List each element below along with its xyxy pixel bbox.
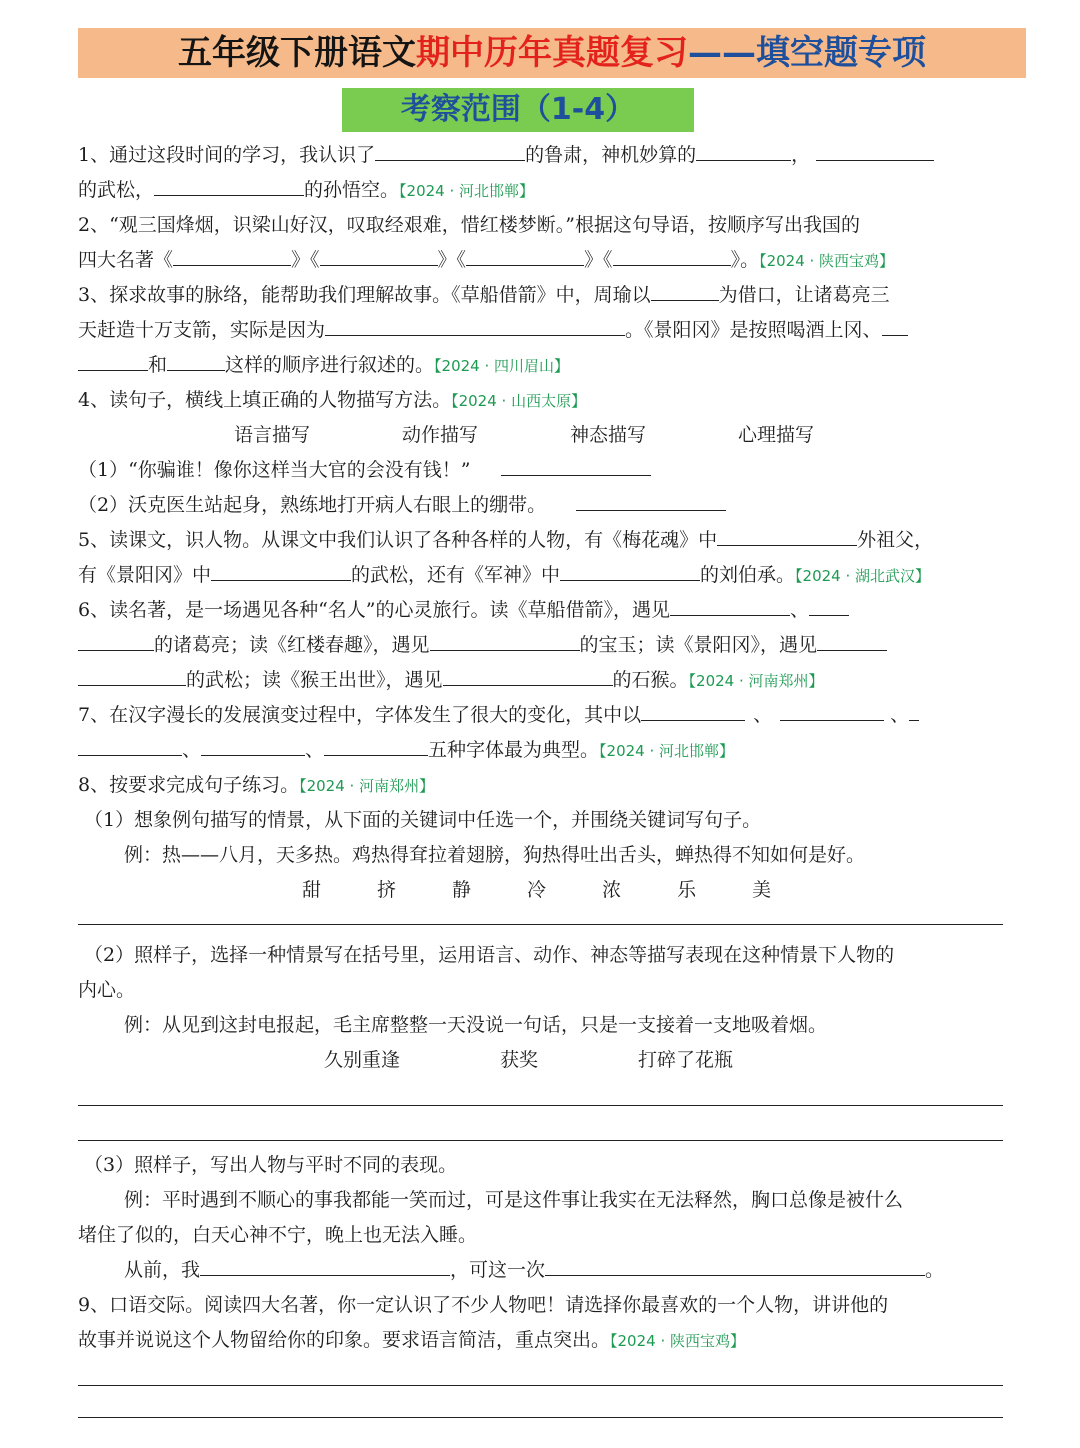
answer-blank[interactable] — [817, 628, 887, 651]
question-8-title: 8、按要求完成句子练习。【2024 · 河南郑州】 — [78, 774, 435, 796]
answer-blank[interactable] — [78, 733, 182, 756]
keyword: 浓 — [602, 879, 622, 901]
keyword: 乐 — [677, 879, 697, 901]
answer-blank[interactable] — [154, 173, 304, 196]
answer-blank[interactable] — [641, 698, 745, 721]
source-tag: 【2024 · 河北邯郸】 — [599, 742, 735, 760]
question-4-options — [78, 418, 1003, 453]
keyword: 静 — [452, 879, 472, 901]
question-8-part-1: （1）想象例句描写的情景，从下面的关键词中任选一个，并围绕关键词写句子。 — [84, 809, 762, 831]
answer-blank[interactable] — [78, 663, 186, 686]
question-2-line-2: 四大名著《 》《 》《 》《 》。【2024 · 陕西宝鸡】 — [78, 243, 1003, 278]
answer-blank[interactable] — [909, 698, 919, 721]
page-title — [78, 28, 1026, 78]
answer-blank[interactable] — [780, 698, 884, 721]
answer-blank[interactable] — [173, 243, 291, 266]
answer-blank[interactable] — [613, 243, 731, 266]
question-6-line-1: 6、读名著，是一场遇见各种“名人”的心灵旅行。读《草船借箭》，遇见 、 — [78, 593, 1003, 628]
question-9-line-2: 故事并说说这个人物留给你的印象。要求语言简洁，重点突出。【2024 · 陕西宝鸡】 — [78, 1329, 745, 1351]
answer-blank[interactable] — [545, 1253, 925, 1276]
title-type-text: ——填空题专项 — [688, 33, 926, 73]
question-8-part-2-line-1: （2）照样子，选择一种情景写在括号里，运用语言、动作、神态等描写表现在这种情景下人物的 — [84, 944, 895, 966]
question-3-line-3: 和 这样的顺序进行叙述的。【2024 · 四川眉山】 — [78, 348, 1003, 383]
answer-blank[interactable] — [816, 138, 934, 161]
question-8-part-3: （3）照样子，写出人物与平时不同的表现。 — [84, 1154, 458, 1176]
answer-blank[interactable] — [717, 523, 857, 546]
question-6-line-2: 的诸葛亮；读《红楼春趣》，遇见 的宝玉；读《景阳冈》，遇见 — [78, 628, 1003, 663]
situation-option: 久别重逢 — [324, 1049, 401, 1071]
question-1-line-1: 1、通过这段时间的学习，我认识了 的鲁肃，神机妙算的 ， — [78, 138, 1003, 173]
answer-blank[interactable] — [882, 313, 908, 336]
answer-blank[interactable] — [78, 348, 148, 371]
scope-banner: 考察范围（1-4） — [342, 88, 694, 132]
worksheet-content — [78, 138, 1003, 1418]
question-4-sentence-1: （1）“你骗谁！像你这样当大官的会没有钱！” — [78, 453, 1003, 488]
option-expression: 神态描写 — [570, 424, 647, 446]
question-5-line-2: 有《景阳冈》中 的武松，还有《军神》中 的刘伯承。【2024 · 湖北武汉】 — [78, 558, 1003, 593]
question-8-part-3-answer: 从前，我 ，可这一次 。 — [78, 1253, 1003, 1288]
question-8-part-1-example: 例：热——八月，天多热。鸡热得耷拉着翅膀，狗热得吐出舌头，蝉热得不知如何是好。 — [124, 844, 866, 866]
question-8-part-3-example-1: 例：平时遇到不顺心的事我都能一笑而过，可是这件事让我实在无法释然，胸口总像是被什么 — [124, 1189, 904, 1211]
question-3-line-1: 3、探求故事的脉络，能帮助我们理解故事。《草船借箭》中，周瑜以 为借口，让诸葛亮三 — [78, 278, 1003, 313]
answer-blank[interactable] — [211, 558, 351, 581]
source-tag: 【2024 · 四川眉山】 — [434, 357, 570, 375]
question-9-line-1: 9、口语交际。阅读四大名著，你一定认识了不少人物吧！请选择你最喜欢的一个人物，讲讲他的 — [78, 1294, 889, 1316]
source-tag: 【2024 · 河南郑州】 — [688, 672, 824, 690]
situation-option: 打碎了花瓶 — [638, 1049, 734, 1071]
question-8-situations — [78, 1043, 1003, 1078]
question-2-line-1: 2、“观三国烽烟，识梁山好汉，叹取经艰难，惜红楼梦断。”根据这句导语，按顺序写出我国的 — [78, 214, 861, 236]
answer-blank[interactable] — [466, 243, 584, 266]
option-psychology: 心理描写 — [738, 424, 815, 446]
question-1-line-2: 的武松， 的孙悟空。【2024 · 河北邯郸】 — [78, 173, 1003, 208]
source-tag: 【2024 · 陕西宝鸡】 — [610, 1332, 745, 1350]
answer-blank[interactable] — [78, 628, 154, 651]
answer-blank[interactable] — [576, 488, 726, 511]
question-4-line-1: 4、读句子，横线上填正确的人物描写方法。【2024 · 山西太原】 — [78, 389, 587, 411]
answer-blank[interactable] — [443, 663, 613, 686]
source-tag: 【2024 · 河北邯郸】 — [399, 182, 535, 200]
answer-blank[interactable] — [325, 313, 625, 336]
keyword: 甜 — [302, 879, 322, 901]
answer-line[interactable] — [78, 1417, 1003, 1418]
answer-blank[interactable] — [501, 453, 651, 476]
question-8-part-3-example-2: 堵住了似的，白天心神不宁，晚上也无法入睡。 — [78, 1224, 478, 1246]
answer-blank[interactable] — [201, 733, 305, 756]
source-tag: 【2024 · 湖北武汉】 — [795, 567, 931, 585]
answer-blank[interactable] — [430, 628, 580, 651]
source-tag: 【2024 · 陕西宝鸡】 — [759, 252, 895, 270]
answer-blank[interactable] — [320, 243, 438, 266]
source-tag: 【2024 · 山西太原】 — [451, 392, 587, 410]
title-grade-text: 五年级下册语文 — [178, 33, 416, 73]
option-action: 动作描写 — [402, 424, 479, 446]
question-7-line-2: 、 、 五种字体最为典型。【2024 · 河北邯郸】 — [78, 733, 1003, 768]
answer-blank[interactable] — [651, 278, 719, 301]
source-tag: 【2024 · 河南郑州】 — [299, 777, 435, 795]
keyword: 冷 — [527, 879, 547, 901]
answer-blank[interactable] — [696, 138, 791, 161]
keyword: 挤 — [377, 879, 397, 901]
question-8-keywords — [78, 873, 1003, 908]
answer-blank[interactable] — [809, 593, 849, 616]
title-review-text: 期中历年真题复习 — [416, 33, 688, 73]
answer-blank[interactable] — [560, 558, 700, 581]
answer-blank[interactable] — [167, 348, 225, 371]
question-3-line-2: 天赶造十万支箭，实际是因为 。《景阳冈》是按照喝酒上冈、 — [78, 313, 1003, 348]
option-language: 语言描写 — [234, 424, 311, 446]
answer-blank[interactable] — [375, 138, 525, 161]
keyword: 美 — [752, 879, 772, 901]
answer-blank[interactable] — [200, 1253, 450, 1276]
question-7-line-1: 7、在汉字漫长的发展演变过程中，字体发生了很大的变化，其中以 、 、 — [78, 698, 1003, 733]
question-6-line-3: 的武松；读《猴王出世》，遇见 的石猴。【2024 · 河南郑州】 — [78, 663, 1003, 698]
question-8-part-2-line-2: 内心。 — [78, 979, 136, 1001]
question-8-part-2-example: 例：从见到这封电报起，毛主席整整一天没说一句话，只是一支接着一支地吸着烟。 — [124, 1014, 828, 1036]
answer-blank[interactable] — [670, 593, 790, 616]
question-4-sentence-2: （2）沃克医生站起身，熟练地打开病人右眼上的绷带。 — [78, 488, 1003, 523]
question-5-line-1: 5、读课文，识人物。从课文中我们认识了各种各样的人物，有《梅花魂》中 外祖父， — [78, 523, 1003, 558]
situation-option: 获奖 — [500, 1049, 539, 1071]
answer-blank[interactable] — [324, 733, 428, 756]
